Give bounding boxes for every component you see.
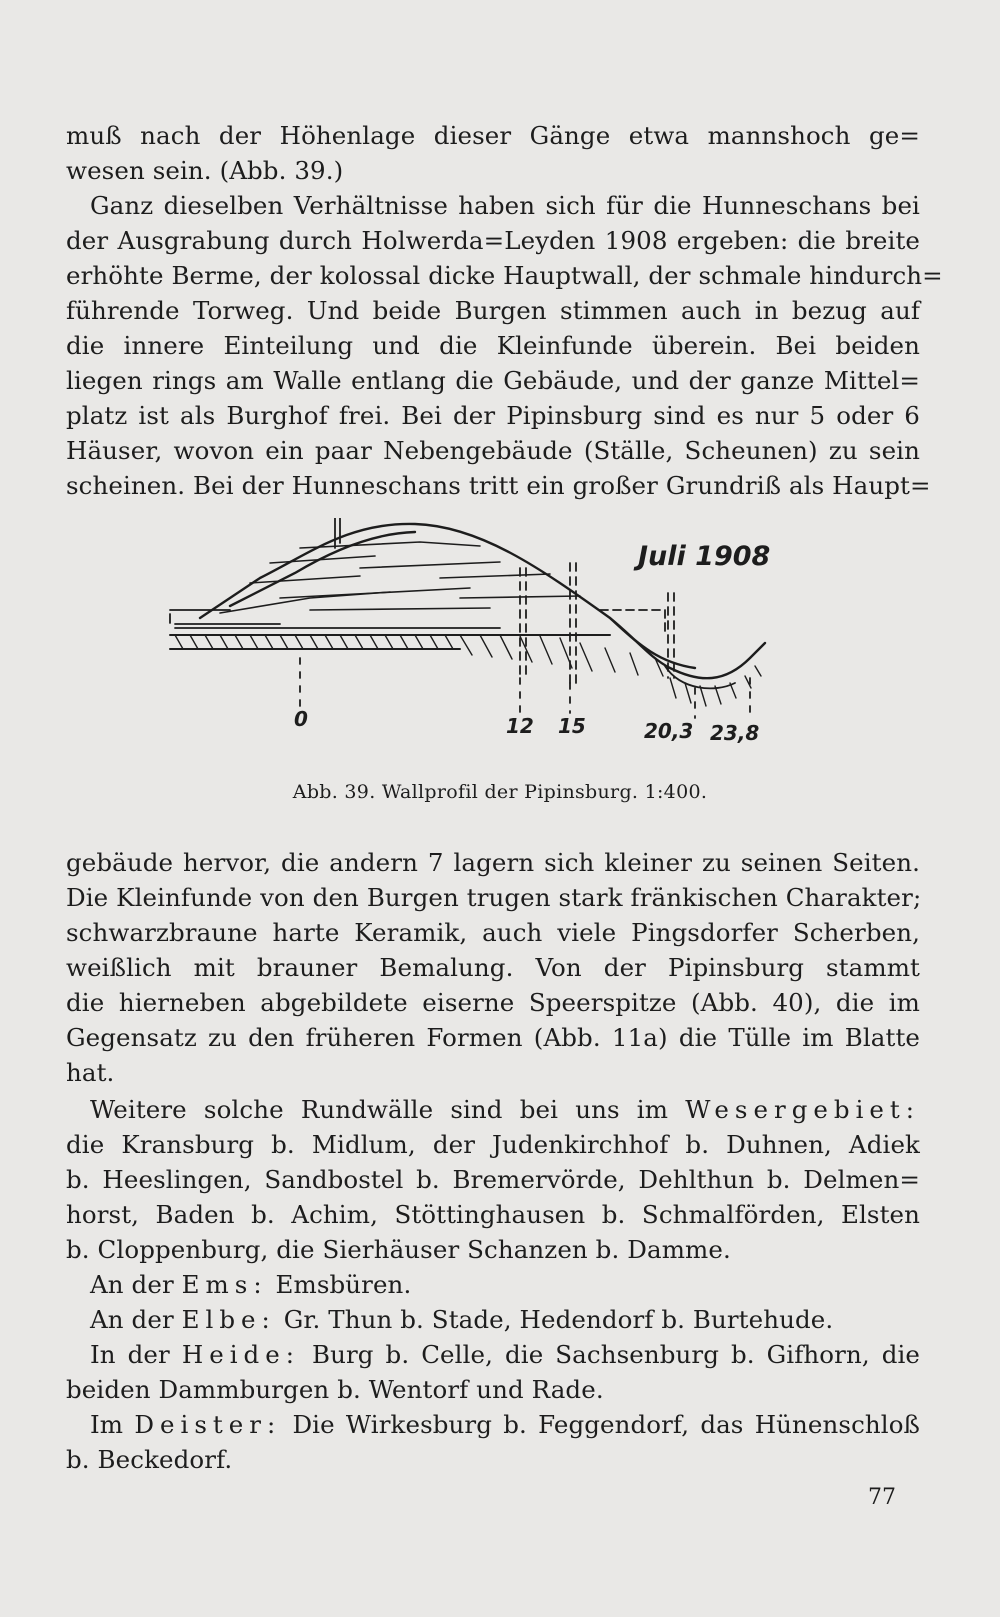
text-line: wesen sein. (Abb. 39.) [66,156,344,185]
text-line: liegen rings am Walle entlang die Gebäude, und der ganze Mittel= [66,366,920,395]
list-item-elbe [66,1302,920,1337]
text-line: weißlich mit brauner Bemalung. Von der Pipinsburg stammt [66,953,920,982]
text-line: beiden Dammburgen b. Wentorf und Rade. [66,1375,604,1404]
text-line: erhöhte Berme, der kolossal dicke Hauptwall, der schmale hindurch= [66,261,943,290]
list-prefix: An der [90,1270,174,1299]
mark-label: 15 [558,714,586,738]
list-prefix: Im [90,1410,124,1439]
region-heading: Elbe: [181,1305,276,1334]
text-line: b. Beckedorf. [66,1445,233,1474]
list-intro-text: Weitere solche Rundwälle sind bei uns im [90,1095,669,1124]
region-heading: Deister: [134,1410,282,1439]
region-heading: Heide: [181,1340,300,1369]
figure-caption: Abb. 39. Wallprofil der Pipinsburg. 1:400. [292,781,708,803]
list-prefix: An der [90,1305,174,1334]
list-text: Emsbüren. [275,1270,412,1299]
text-line: b. Cloppenburg, die Sierhäuser Schanzen b. Damme. [66,1235,731,1264]
list-intro-line [66,1092,920,1127]
region-heading: Ems: [181,1270,268,1299]
list-text: Gr. Thun b. Stade, Hedendorf b. Burtehude. [283,1305,834,1334]
region-heading: Wesergebiet: [685,1095,921,1124]
paragraph-top [66,118,943,503]
text-line: schwarzbraune harte Keramik, auch viele Pingsdorfer Scherben, [66,918,920,947]
text-line: Gegensatz zu den früheren Formen (Abb. 11a) die Tülle im Blatte [66,1023,920,1052]
text-line: platz ist als Burghof frei. Bei der Pipinsburg sind es nur 5 oder 6 [66,401,920,430]
text-line: Ganz dieselben Verhältnisse haben sich für die Hunneschans bei [90,191,920,220]
text-line: die innere Einteilung und die Kleinfunde überein. Bei beiden [66,331,920,360]
paragraph-bottom [66,845,920,1090]
list-text: Burg b. Celle, die Sachsenburg b. Gifhorn, die [311,1340,921,1369]
list-prefix: In der [90,1340,170,1369]
mark-label: 20,3 [644,719,694,743]
wall-profile-figure [160,518,800,778]
mark-label: 0 [294,707,308,731]
text-line: Häuser, wovon ein paar Nebengebäude (Ställe, Scheunen) zu sein [66,436,920,465]
text-line: muß nach der Höhenlage dieser Gänge etwa mannshoch ge= [66,121,920,150]
text-line: führende Torweg. Und beide Burgen stimmen auch in bezug auf [66,296,920,325]
list-item-ems [66,1267,920,1302]
page-number: 77 [868,1485,896,1510]
rampart-list [66,1092,920,1477]
text-line: horst, Baden b. Achim, Stöttinghausen b. Schmalförden, Elsten [66,1200,920,1229]
list-text: Die Wirkesburg b. Feggendorf, das Hünenschloß [292,1410,921,1439]
text-line: der Ausgrabung durch Holwerda=Leyden 1908 ergeben: die breite [66,226,920,255]
text-line: scheinen. Bei der Hunneschans tritt ein großer Grundriß als Haupt= [66,471,931,500]
mark-label: 23,8 [710,721,760,745]
text-line: gebäude hervor, die andern 7 lagern sich kleiner zu seinen Seiten. [66,848,920,877]
text-line: die Kransburg b. Midlum, der Judenkirchhof b. Duhnen, Adiek [66,1130,920,1159]
text-line: Die Kleinfunde von den Burgen trugen stark fränkischen Charakter; [66,883,922,912]
list-item-heide [66,1337,920,1372]
text-line: b. Heeslingen, Sandbostel b. Bremervörde, Dehlthun b. Delmen= [66,1165,920,1194]
text-line: die hierneben abgebildete eiserne Speerspitze (Abb. 40), die im [66,988,920,1017]
mark-label: 12 [506,714,534,738]
list-item-deister [66,1407,920,1442]
text-line: hat. [66,1058,115,1087]
wall-profile-drawing [160,518,800,778]
handwritten-date: Juli 1908 [638,541,771,572]
